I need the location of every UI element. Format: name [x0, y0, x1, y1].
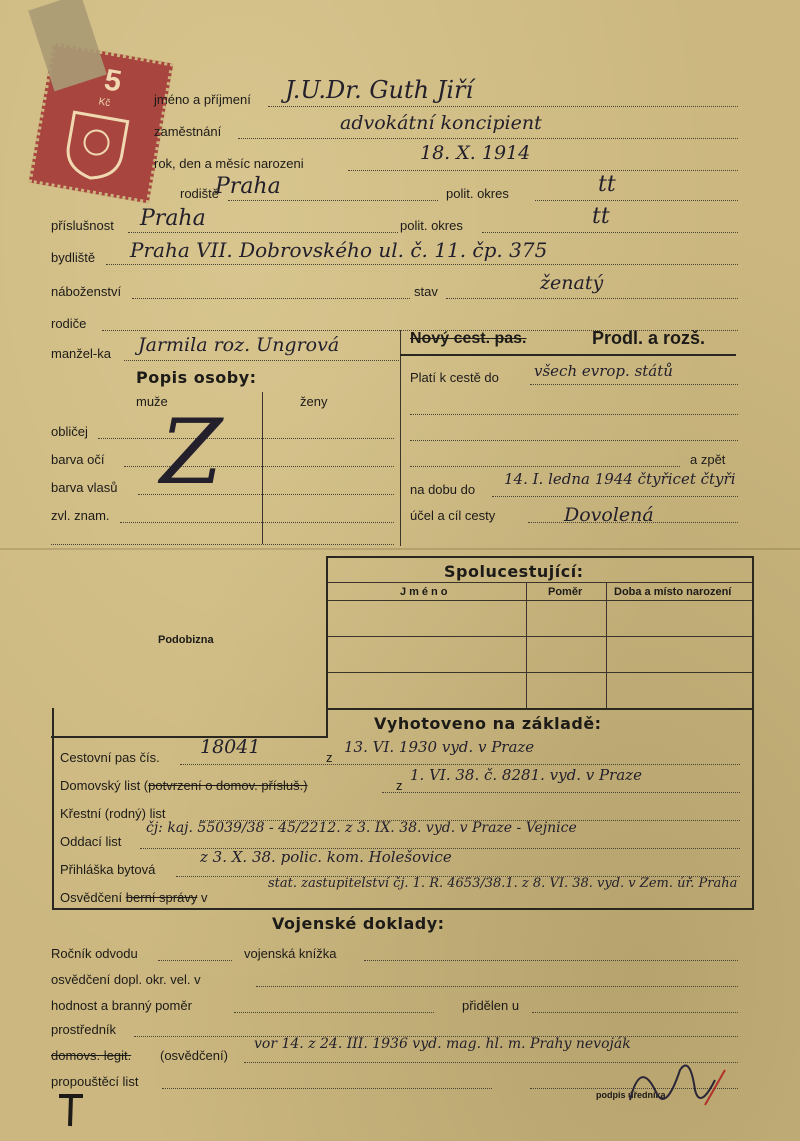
valid-label: Platí k cestě do: [410, 370, 499, 385]
companions-rule-1: [328, 582, 752, 583]
col-name: Jméno: [400, 586, 451, 598]
divider-vertical: [400, 330, 401, 546]
military-release-value: vor 14. z 24. III. 1936 vyd. mag. hl. m. Prahy nevoják: [254, 1036, 631, 1052]
district1-label: polit. okres: [446, 186, 509, 201]
new-passport-label: Nový cest. pas.: [410, 330, 527, 347]
basis-certificate-label: Osvědčení berní správy v: [60, 890, 208, 905]
companions-rule-2: [328, 600, 752, 601]
military-cert-label: osvědčení dopl. okr. vel. v: [51, 972, 201, 987]
basis-birth-cert-label: Křestní (rodný) list: [60, 806, 166, 821]
basis-passport-date: 13. VI. 1930 vyd. v Praze: [344, 738, 535, 756]
basis-domicile-label: Domovský list (potvrzení o domov. přísluš.): [60, 778, 308, 793]
military-release-struck: domovs. legit.: [51, 1048, 132, 1063]
birthplace-line: [228, 200, 438, 201]
basis-title: Vyhotoveno na základě:: [374, 714, 602, 733]
period-line: [492, 496, 738, 497]
military-assigned-line: [532, 1012, 738, 1013]
military-discharge-line: [162, 1088, 492, 1089]
description-bottom-line: [51, 544, 394, 545]
basis-marriage-value: čj: kaj. 55039/38 - 45/2212. z 3. IX. 38. vyd. v Praze - Vejnice: [146, 820, 577, 836]
basis-domicile-z: z: [396, 778, 403, 793]
valid-line-4: [410, 466, 680, 467]
name-line: [268, 106, 738, 107]
companions-title: Spolucestující:: [444, 562, 584, 581]
residence-label: bydliště: [51, 250, 96, 265]
male-mark: Z: [160, 400, 223, 505]
col-birth: Doba a místo narození: [614, 586, 732, 598]
stamp-unit: Kč: [97, 96, 112, 110]
residence-value: Praha VII. Dobrovského ul. č. 11. čp. 375: [130, 238, 548, 262]
return-label: a zpět: [690, 452, 726, 467]
basis-domicile-value: 1. VI. 38. č. 8281. vyd. v Praze: [410, 766, 642, 784]
military-rank-line: [234, 1012, 434, 1013]
basis-passport-z: z: [326, 750, 333, 765]
status-label: stav: [414, 284, 438, 299]
spouse-label: manžel-ka: [51, 346, 111, 361]
period-label: na dobu do: [410, 482, 476, 497]
marks-label: zvl. znam.: [51, 508, 110, 523]
military-year-line: [158, 960, 232, 961]
photo-label: Podobizna: [158, 634, 214, 646]
t-mark: [56, 1090, 86, 1130]
passport-rule: [400, 354, 736, 356]
purpose-label: účel a cíl cesty: [410, 508, 496, 523]
birth-label: rok, den a měsíc narozeni: [154, 156, 304, 171]
military-book-label: vojenská knížka: [244, 946, 337, 961]
basis-passport-value: 18041: [200, 736, 261, 758]
extension-label: Prodl. a rozš.: [592, 328, 706, 348]
official-signature: [610, 1050, 730, 1120]
citizenship-line: [128, 232, 398, 233]
name-value: J.U.Dr. Guth Jiří: [285, 76, 474, 104]
district2-value: tt: [592, 204, 610, 229]
military-assigned-label: přidělen u: [462, 998, 520, 1013]
residence-line: [106, 264, 738, 265]
basis-certificate-struck: berní správy: [125, 890, 198, 905]
status-line: [446, 298, 738, 299]
parents-label: rodiče: [51, 316, 87, 331]
military-book-line: [364, 960, 738, 961]
male-label: muže: [136, 394, 168, 409]
basis-top-rule: [326, 708, 750, 710]
military-cert-line: [256, 986, 738, 987]
basis-registration-label: Přihláška bytová: [60, 862, 156, 877]
valid-line-2: [410, 414, 738, 415]
district2-label: polit. okres: [400, 218, 463, 233]
fold-line: [0, 548, 800, 550]
lion-coat-of-arms-icon: [55, 105, 136, 186]
birthplace-value: Praha: [215, 174, 281, 199]
status-value: ženatý: [540, 272, 604, 294]
citizenship-value: Praha: [140, 206, 206, 231]
companions-table: [326, 556, 754, 710]
military-year-label: Ročník odvodu: [51, 946, 138, 961]
period-value: 14. I. ledna 1944 čtyřicet čtyři: [504, 470, 736, 488]
name-label: jméno a příjmení: [154, 92, 251, 107]
hair-color-label: barva vlasů: [51, 480, 118, 495]
face-label: obličej: [51, 424, 88, 439]
valid-value: všech evrop. států: [534, 362, 673, 380]
district1-value: tt: [598, 172, 616, 197]
signature-label: podpis úředníka: [596, 1090, 666, 1100]
birth-line: [348, 170, 738, 171]
companions-rule-3: [328, 636, 752, 637]
basis-certificate-value: stat. zastupitelství čj. 1. R. 4653/38.1. z 8. VI. 38. vyd. v Zem. úř. Praha: [268, 876, 738, 891]
military-title: Vojenské doklady:: [272, 914, 445, 933]
district1-line: [535, 200, 738, 201]
valid-line-3: [410, 440, 738, 441]
occupation-line: [238, 138, 738, 139]
companions-col-2: [606, 582, 607, 708]
marks-line: [120, 522, 394, 523]
face-line: [98, 438, 394, 439]
occupation-value: advokátní koncipient: [340, 112, 542, 134]
basis-marriage-label: Oddací list: [60, 834, 122, 849]
citizenship-label: příslušnost: [51, 218, 114, 233]
eye-color-label: barva očí: [51, 452, 105, 467]
stamp-value: 5: [101, 63, 124, 99]
birthplace-label: rodiště: [180, 186, 220, 201]
occupation-label: zaměstnání: [154, 124, 222, 139]
military-release-label: (osvědčení): [160, 1048, 228, 1063]
companions-rule-4: [328, 672, 752, 673]
religion-label: náboženství: [51, 284, 122, 299]
basis-domicile-struck: potvrzení o domov. přísluš.): [148, 778, 308, 793]
basis-passport-line: [180, 764, 740, 765]
district2-line: [482, 232, 738, 233]
birth-value: 18. X. 1914: [420, 142, 531, 164]
military-rank-label: hodnost a branný poměr: [51, 998, 192, 1013]
description-title: Popis osoby:: [136, 368, 257, 387]
valid-line: [530, 384, 738, 385]
military-mediator-label: prostředník: [51, 1022, 117, 1037]
basis-passport-label: Cestovní pas čís.: [60, 750, 160, 765]
basis-registration-value: z 3. X. 38. polic. kom. Holešovice: [200, 848, 452, 866]
col-relation: Poměr: [548, 586, 583, 598]
basis-domicile-line: [382, 792, 740, 793]
religion-line: [132, 298, 410, 299]
spouse-line: [124, 360, 399, 361]
spouse-value: Jarmila roz. Ungrová: [138, 334, 340, 356]
paper-tape: [28, 0, 107, 91]
military-discharge-label: propouštěcí list: [51, 1074, 139, 1089]
companions-col-1: [526, 582, 527, 708]
purpose-value: Dovolená: [564, 504, 654, 526]
female-label: ženy: [300, 394, 328, 409]
